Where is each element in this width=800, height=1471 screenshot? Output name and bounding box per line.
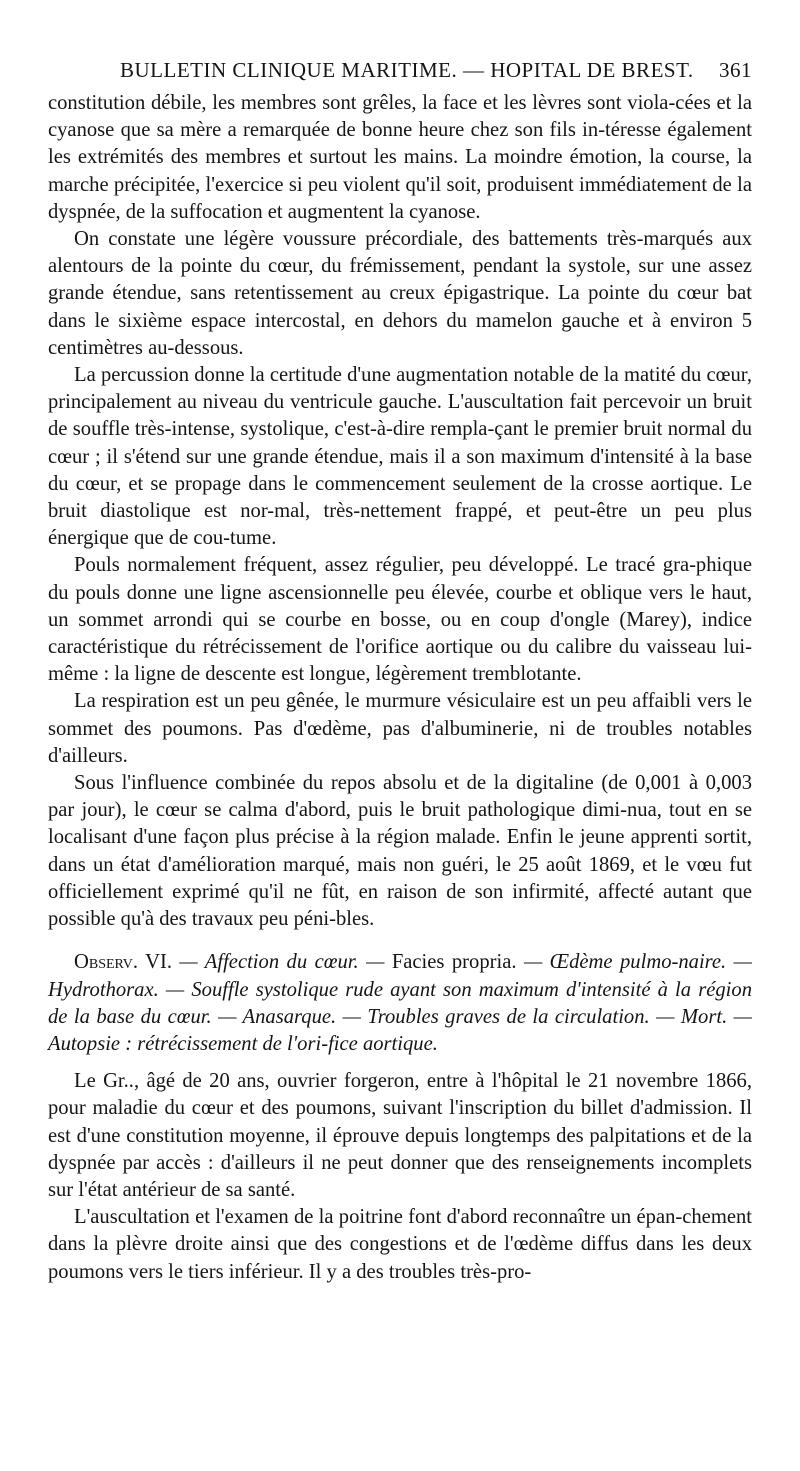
paragraph: On constate une légère voussure précordiale, des battements très-marqués aux alentours de la pointe du cœur, du frémissement, pendant la systole, sur une assez grande étendue, sans retentissement au creux épigastrique. La pointe du cœur bat dans le sixième espace intercostal, en dehors du mamelon gauche et à environ 5 centimètres au-dessous.: [48, 228, 752, 359]
page-number: 361: [719, 58, 752, 82]
observation-heading: [48, 949, 752, 1058]
observation-facies: Facies propria.: [391, 951, 517, 974]
running-header: [48, 58, 752, 88]
paragraph: Le Gr.., âgé de 20 ans, ouvrier forgeron, entre à l'hôpital le 21 novembre 1866, pour maladie du cœur et des poumons, suivant l'inscription du billet d'admission. Il est d'une constitution moyenne, il éprouve depuis longtemps des palpitations et de la dyspnée par accès : d'ailleurs il ne peut donner que des renseignements incomplets sur l'état antérieur de sa santé.: [48, 1070, 752, 1201]
observation-topic: — Affection du cœur. —: [179, 951, 385, 974]
observation-summary: — Œdème pulmo-naire. — Hydrothorax. — Souffle systolique rude ayant son maximum d'intensité à la région de la base du cœur. — Anasarque. — Troubles graves de la circulation. — Mort. — Autopsie : rétrécissement de l'ori-fice aortique.: [48, 951, 752, 1055]
paragraph: Sous l'influence combinée du repos absolu et de la digitaline (de 0,001 à 0,003 par jour), le cœur se calma d'abord, puis le bruit pathologique dimi-nua, tout en se localisant d'une façon plus précise à la région malade. Enfin le jeune apprenti sortit, dans un état d'amélioration marqué, mais non guéri, le 25 août 1869, et le vœu fut officiellement exprimé qu'il ne fût, en raison de son infirmité, affecté autant que possible qu'à des travaux peu péni-bles.: [48, 772, 752, 931]
paragraph: L'auscultation et l'examen de la poitrine font d'abord reconnaître un épan-chement dans la plèvre droite ainsi que des congestions et de l'œdème diffus dans les deux poumons vers le tiers inférieur. Il y a des troubles très-pro-: [48, 1206, 752, 1283]
body-text: [48, 90, 752, 1286]
paragraph: La percussion donne la certitude d'une augmentation notable de la matité du cœur, principalement au niveau du ventricule gauche. L'auscultation fait percevoir un bruit de souffle très-intense, systolique, c'est-à-dire rempla-çant le premier bruit normal du cœur ; il s'étend sur une grande étendue, mais il a son maximum d'intensité à la base du cœur, et se propage dans le commencement seulement de la crosse aortique. Le bruit diastolique est nor-mal, très-nettement frappé, et peut-être un peu plus énergique que de cou-tume.: [48, 364, 752, 550]
paragraph: Pouls normalement fréquent, assez régulier, peu développé. Le tracé gra-phique du pouls donne une ligne ascensionnelle peu élevée, courbe et oblique vers le haut, un sommet arrondi qui se courbe en bosse, ou en coup d'ongle (Marey), indice caractéristique du rétrécissement de l'orifice aortique ou du calibre du vaisseau lui-même : la ligne de descente est longue, légèrement tremblotante.: [48, 554, 752, 686]
paragraph: La respiration est un peu gênée, le murmure vésiculaire est un peu affaibli vers le sommet des poumons. Pas d'œdème, pas d'albuminerie, ni de troubles notables d'ailleurs.: [48, 690, 752, 767]
running-title: BULLETIN CLINIQUE MARITIME. — HOPITAL DE BREST.: [120, 58, 694, 82]
paragraph-continuation: constitution débile, les membres sont grêles, la face et les lèvres sont viola-cées et la cyanose que sa mère a remarquée de bonne heure chez son fils in-téresse également les extrémités des membres et surtout les mains. La moindre émotion, la course, la marche précipitée, l'exercice si peu violent qu'il soit, produisent immédiatement de la dyspnée, de la suffocation et augmentent la cyanose.: [48, 92, 752, 223]
observation-label: Observ. VI.: [74, 951, 172, 974]
